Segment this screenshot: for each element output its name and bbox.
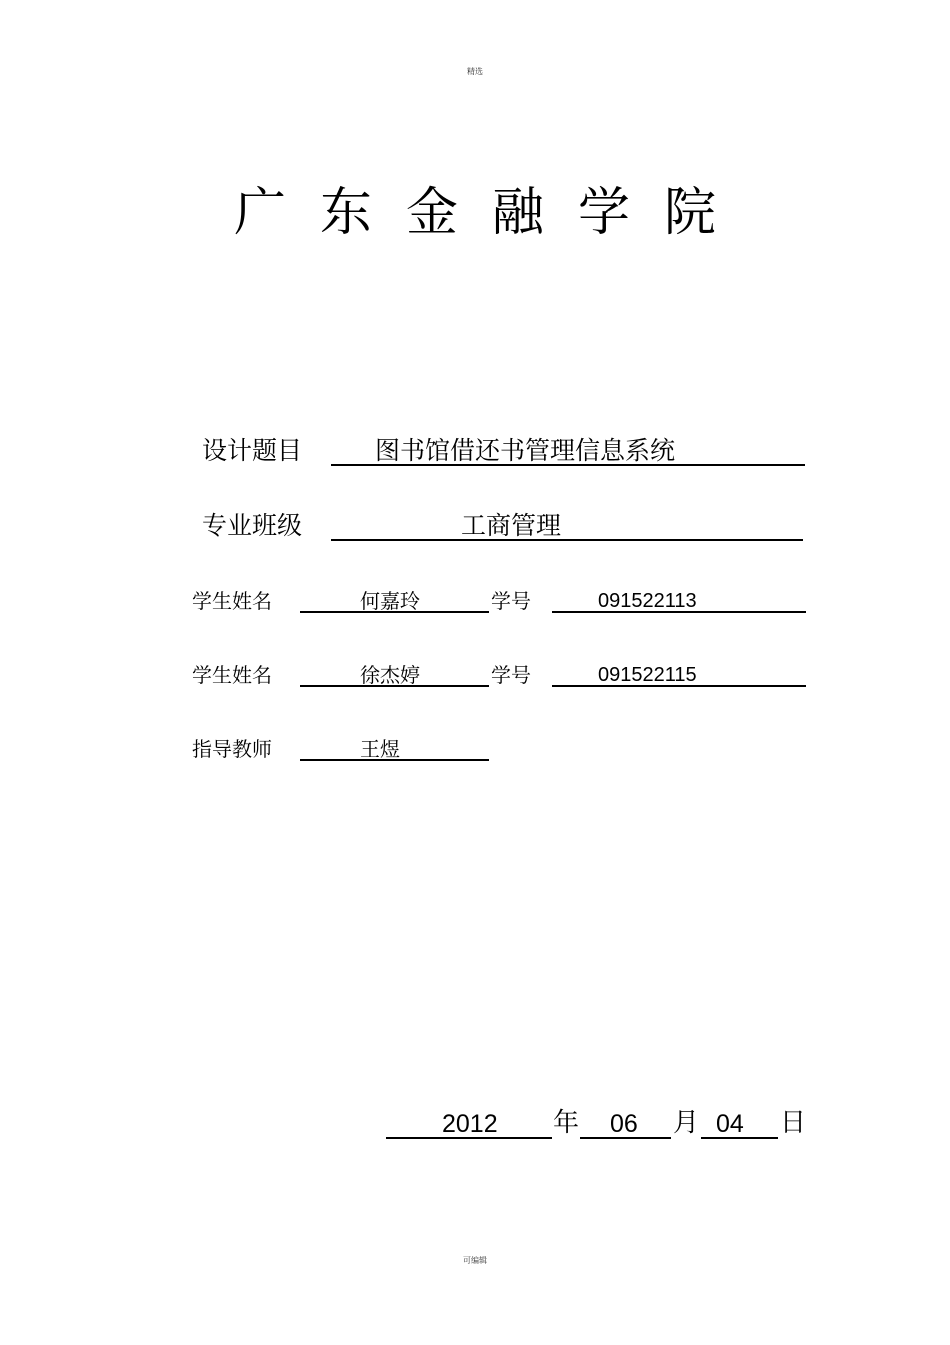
date-year: 2012 [442,1110,498,1138]
student-1-id-field [552,588,806,613]
date-day: 04 [716,1110,744,1138]
date-month-field [580,1109,671,1139]
student-2-id-field [552,662,806,687]
advisor-field [300,736,489,761]
date-month: 06 [610,1110,638,1138]
student-1-id-label: 学号 [491,589,531,613]
student-1-name-label: 学生姓名 [192,589,272,613]
student-1-name: 何嘉玲 [360,589,420,613]
design-topic-label: 设计题目 [202,436,303,465]
student-2-name: 徐杰婷 [360,663,420,687]
date-month-char: 月 [673,1108,700,1138]
student-1-name-field [300,588,489,613]
date-year-field [386,1109,552,1139]
student-1-id: 091522113 [598,590,697,612]
advisor-name: 王煜 [360,737,400,761]
student-2-name-field [300,662,489,687]
major-class-value: 工商管理 [461,511,562,540]
student-2-name-label: 学生姓名 [192,663,272,687]
major-class-label: 专业班级 [202,511,303,540]
footer-tag: 可编辑 [463,1256,487,1265]
student-2-id-label: 学号 [491,663,531,687]
major-class-field [331,511,803,541]
advisor-label: 指导教师 [192,737,272,761]
date-day-char: 日 [780,1108,807,1138]
date-year-char: 年 [553,1108,580,1138]
school-name: 广东金融学院 [233,183,750,243]
design-topic-value: 图书馆借还书管理信息系统 [375,436,676,465]
header-tag: 精选 [467,67,483,76]
date-day-field [701,1109,778,1139]
student-2-id: 091522115 [598,664,697,686]
design-topic-field [331,436,805,466]
